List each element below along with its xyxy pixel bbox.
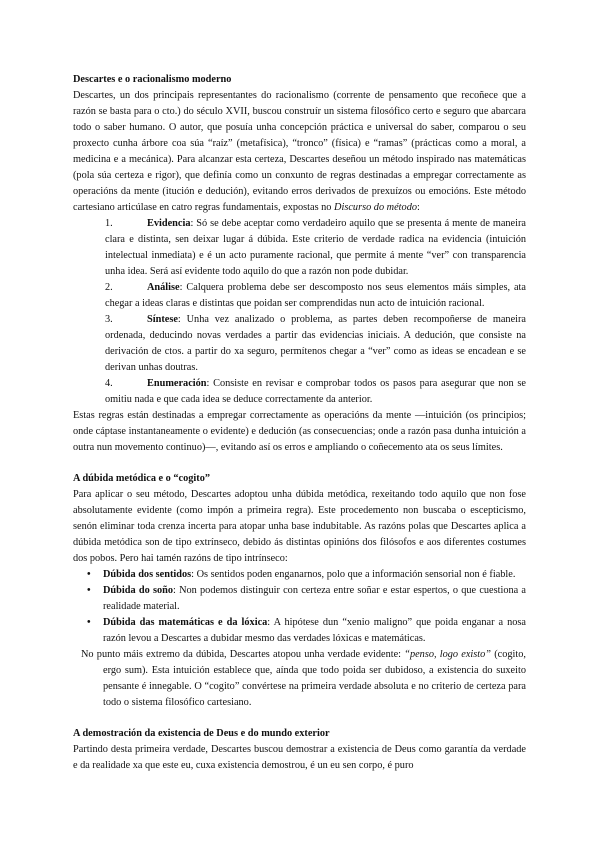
intro-work-title: Discurso do método bbox=[334, 202, 417, 213]
rule-term: Síntese bbox=[147, 314, 178, 325]
intro-end: : bbox=[417, 202, 420, 213]
rule-text: : Unha vez analizado o problema, as partes deben recompoñerse de maneira ordenada, deducindo novas verdades a partir das evidencias iniciais. A dedución, que consiste na derivación de ctos. a partir do xa seguro, permítenos chegar a “ver” como as ideas se encadean e se derivan unhas doutras. bbox=[105, 314, 526, 373]
paragraph-intro-dubida: Para aplicar o seu método, Descartes adoptou unha dúbida metódica, rexeitando todo aquilo que non fose absolutamente evidente (como impón a primeira regra). Este procedemento non buscaba o escepticismo, senón eliminar toda crenza incerta para atopar unha base indubitable. As razóns polas que Descartes aplica a dúbida metódica son de tipo extrínseco, debido ás distintas opinións dos filósofos e aos diferentes costumes dos pobos. Pero hai tamén razóns de tipo intrínseco: bbox=[73, 489, 526, 564]
section-heading-dubida: A dúbida metódica e o “cogito” bbox=[73, 473, 211, 484]
rule-item bbox=[105, 280, 526, 312]
doubt-term: Dúbida das matemáticas e da lóxica bbox=[103, 617, 268, 628]
doubt-term: Dúbida do soño bbox=[103, 585, 173, 596]
rule-text: : Só se debe aceptar como verdadeiro aquilo que se presenta á mente de maneira clara e distinta, sen deixar lugar á dúbida. Este criterio de verdade radica na evidencia (intuición intelectual inmediata) e é un acto puramente racional, que permite á mente “ver” con transparencia unha idea. Será así evidente todo aquilo do que a razón non pode dubidar. bbox=[105, 218, 526, 277]
rule-term: Enumeración bbox=[147, 378, 207, 389]
doubt-item bbox=[87, 583, 526, 615]
cogito-end: (cogito, ergo sum). Esta intuición establece que, aínda que todo poida ser dubidoso, a existencia do suxeito pensante é innegable. O “cogito” convértese na primeira verdade absoluta e no criterio de certeza para todo o sistema filosófico cartesiano. bbox=[103, 649, 526, 708]
rule-term: Análise bbox=[147, 282, 180, 293]
rule-number: 4. bbox=[105, 378, 113, 389]
method-rules-list bbox=[73, 216, 526, 408]
rule-item bbox=[105, 376, 526, 408]
bullet-icon: • bbox=[87, 569, 91, 580]
rule-text: : Consiste en revisar e comprobar todos os pasos para asegurar que non se omitiu nada e que cada idea se deduce correctamente da anterior. bbox=[105, 378, 526, 405]
rule-item bbox=[105, 312, 526, 376]
section-heading-deus: A demostración da existencia de Deus e do mundo exterior bbox=[73, 728, 330, 739]
rule-number: 3. bbox=[105, 314, 113, 325]
paragraph-cogito bbox=[73, 647, 526, 711]
doubt-text: : A hipótese dun “xenio maligno” que poida enganar a nosa razón levou a Descartes a dubidar mesmo das verdades lóxicas e matemáticas. bbox=[103, 617, 527, 644]
rule-item bbox=[105, 216, 526, 280]
paragraph-closing-racionalismo: Estas regras están destinadas a empregar correctamente as operacións da mente —intuición (os principios; onde cáptase instantaneamente o evidente) e dedución (as consecuencias; onde a razón pasa dunha intuición a outra nun movemento continuo)—, evitando así os erros e ampliando o coñecemento ata os seus límites. bbox=[73, 410, 526, 453]
paragraph-intro-deus: Partindo desta primeira verdade, Descartes buscou demostrar a existencia de Deus como garantía da verdade e da realidade xa que este eu, cuxa existencia demostrou, é un eu sen corpo, é puro bbox=[73, 744, 526, 771]
doubt-item bbox=[87, 567, 526, 583]
bullet-icon: • bbox=[87, 617, 91, 628]
rule-term: Evidencia bbox=[147, 218, 191, 229]
doubt-text: : Os sentidos poden enganarnos, polo que a información sensorial non é fiable. bbox=[191, 569, 516, 580]
paragraph-intro-racionalismo bbox=[73, 88, 526, 216]
cogito-start: No punto máis extremo da dúbida, Descartes atopou unha verdade evidente: bbox=[81, 649, 405, 660]
rule-number: 2. bbox=[105, 282, 113, 293]
rule-text: : Calquera problema debe ser descomposto nos seus elementos máis simples, ata chegar a ideas claras e distintas que poidan ser comprendidas nun acto de intuición racional. bbox=[105, 282, 526, 309]
bullet-icon: • bbox=[87, 585, 91, 596]
doubt-item bbox=[87, 615, 527, 647]
doubt-text: : Non podemos distinguir con certeza entre soñar e estar espertos, o que cuestiona a realidade material. bbox=[103, 585, 526, 612]
doubt-term: Dúbida dos sentidos bbox=[103, 569, 192, 580]
doubt-reasons-list bbox=[73, 567, 526, 647]
section-heading-racionalismo: Descartes e o racionalismo moderno bbox=[73, 74, 232, 85]
intro-text: Descartes, un dos principais representantes do racionalismo (corrente de pensamento que recoñece que a razón se basta para o cto.) do século XVII, buscou construír un sistema filosófico certo e seguro que abarcara todo o saber humano. O autor, que posuía unha concepción práctica e universal do saber, comparou o seu proxecto cunha árbore coa súa “raíz” (metafísica), “tronco” (física) e “ramas” (prácticas como a moral, a medicina e a mecánica). Para alcanzar esta certeza, Descartes deseñou un método inspirado nas matemáticas (pola súa certeza e rigor), que definía como un conxunto de regras destinadas a empregar correctamente as operacións da mente (itución e dedución), evitando erros derivados de prexuízos ou emocións. Este método cartesiano articúlase en catro regras fundamentais, expostas no bbox=[73, 90, 526, 213]
cogito-quote: “penso, logo existo” bbox=[404, 649, 492, 660]
rule-number: 1. bbox=[105, 218, 113, 229]
